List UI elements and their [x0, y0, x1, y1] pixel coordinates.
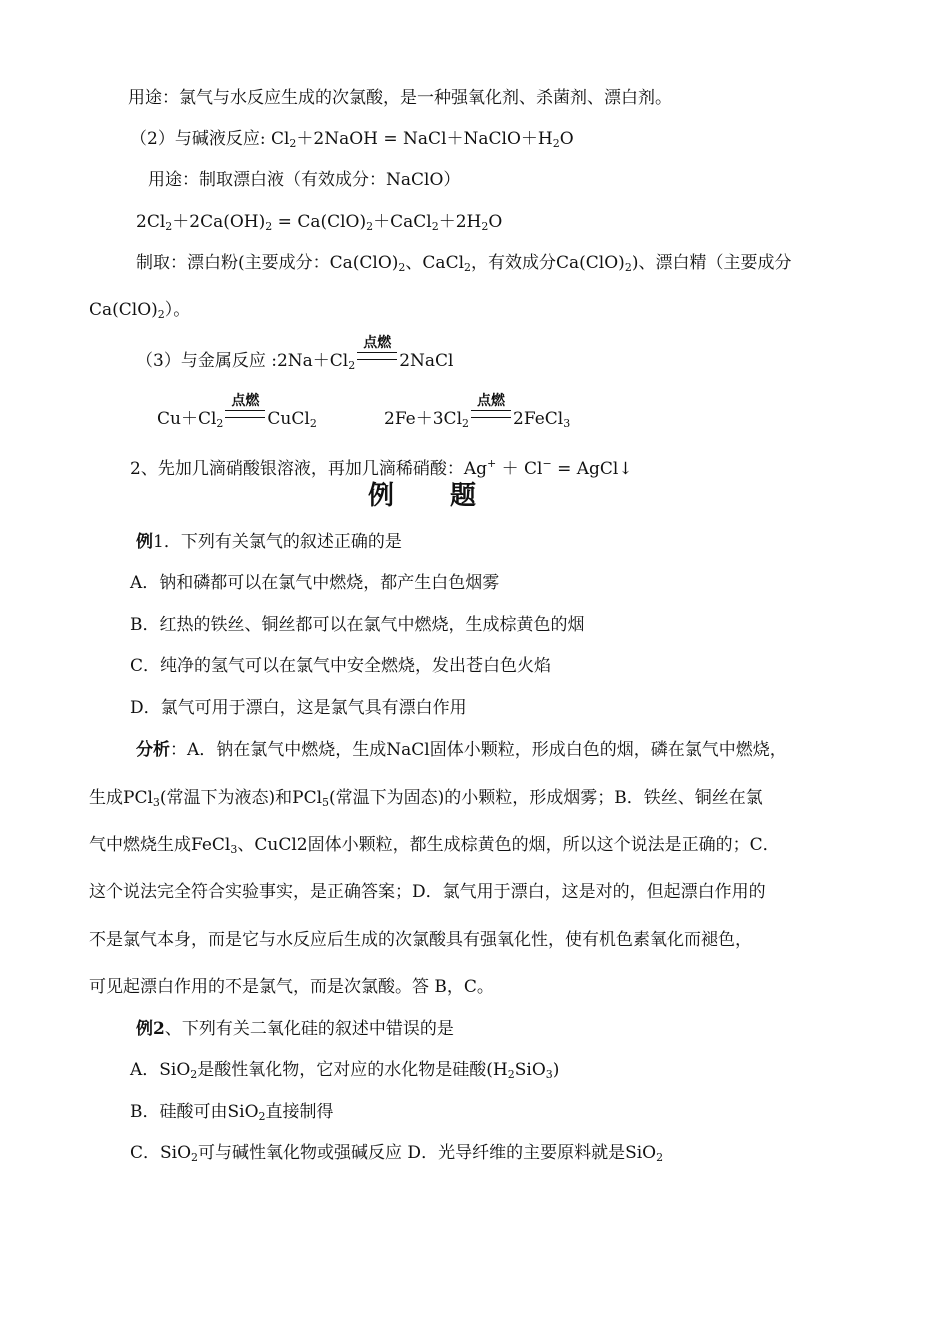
example-2-question: 例2、下列有关二氧化硅的叙述中错误的是 [136, 1019, 454, 1039]
example-1-question: 例1．下列有关氯气的叙述正确的是 [136, 532, 402, 552]
usage-line-bleach-liquid: 用途：制取漂白液（有效成分：NaClO） [148, 170, 461, 190]
example-2-options-c-d: C．SiO$_2$可与碱性氧化物或强碱反应 D．光导纤维的主要原料就是SiO$_2$ [130, 1143, 664, 1164]
analysis-line-5: 不是氯气本身，而是它与水反应后生成的次氯酸具有强氧化性，使有机色素氧化而褪色， [89, 930, 752, 950]
analysis-line-6: 可见起漂白作用的不是氯气，而是次氯酸。答 B，C。 [89, 977, 494, 997]
equation-copper-chlorine: $Cu+Cl_2$ 点燃 CuCl$_2$ [157, 393, 317, 430]
ignition-arrow: 点燃 [469, 407, 513, 431]
usage-line-hypochlorous: 用途：氯气与水反应生成的次氯酸，是一种强氧化剂、杀菌剂、漂白剂。 [128, 88, 672, 108]
ignition-arrow: 点燃 [355, 349, 399, 373]
preparation-line: 制取：漂白粉(主要成分：$Ca(ClO)_2$、CaCl$_2$，有效成分$Ca(ClO)_2$)、漂白精（主要成分 [136, 253, 792, 274]
example-1-option-d: D．氯气可用于漂白，这是氯气具有漂白作用 [130, 698, 467, 718]
example-2-option-b: B．硅酸可由SiO$_2$直接制得 [130, 1102, 334, 1123]
example-1-option-b: B．红热的铁丝、铜丝都可以在氯气中燃烧，生成棕黄色的烟 [130, 615, 585, 635]
example-1-option-c: C．纯净的氢气可以在氯气中安全燃烧，发出苍白色火焰 [130, 656, 552, 676]
analysis-line-4: 这个说法完全符合实验事实，是正确答案；D．氯气用于漂白，这是对的，但起漂白作用的 [89, 882, 766, 902]
reaction-with-alkali-line: （2）与碱液反应: $Cl_2+2NaOH$ = $NaCl+NaClO+H_2O$ [130, 129, 574, 150]
equation-iron-chlorine: $2Fe+3Cl_2$ 点燃 2FeCl$_3$ [384, 393, 571, 430]
reaction-with-metal-line: （3）与金属反应 $:2Na+Cl_2$ 点燃 2NaCl [136, 335, 454, 372]
chloride-test-line: 2、先加几滴硝酸银溶液，再加几滴稀硝酸：Ag+ ＋ Cl− = AgCl↓ [130, 457, 633, 479]
example-2-option-a: A．SiO$_2$是酸性氧化物，它对应的水化物是硅酸$(H_2SiO_3)$ [130, 1060, 560, 1081]
ignition-arrow: 点燃 [223, 407, 267, 431]
analysis-line-1: 分析：A．钠在氯气中燃烧，生成NaCl固体小颗粒，形成白色的烟，磷在氯气中燃烧， [136, 740, 787, 760]
analysis-line-3: 气中燃烧生成FeCl$_3$、CuCl2固体小颗粒，都生成棕黄色的烟，所以这个说法是正确的；C． [89, 835, 780, 856]
example-1-option-a: A．钠和磷都可以在氯气中燃烧，都产生白色烟雾 [130, 573, 500, 593]
analysis-line-2: 生成PCl$_3$(常温下为液态)和PCl$_5$(常温下为固态)的小颗粒，形成烟雾；B．铁丝、铜丝在氯 [89, 788, 763, 809]
preparation-line-continued: $Ca(ClO)_2$）。 [89, 300, 191, 321]
equation-bleach-powder: $2Cl_2+2Ca(OH)_2$ = $Ca(ClO)_2+CaCl_2+2H_2O$ [136, 212, 503, 233]
